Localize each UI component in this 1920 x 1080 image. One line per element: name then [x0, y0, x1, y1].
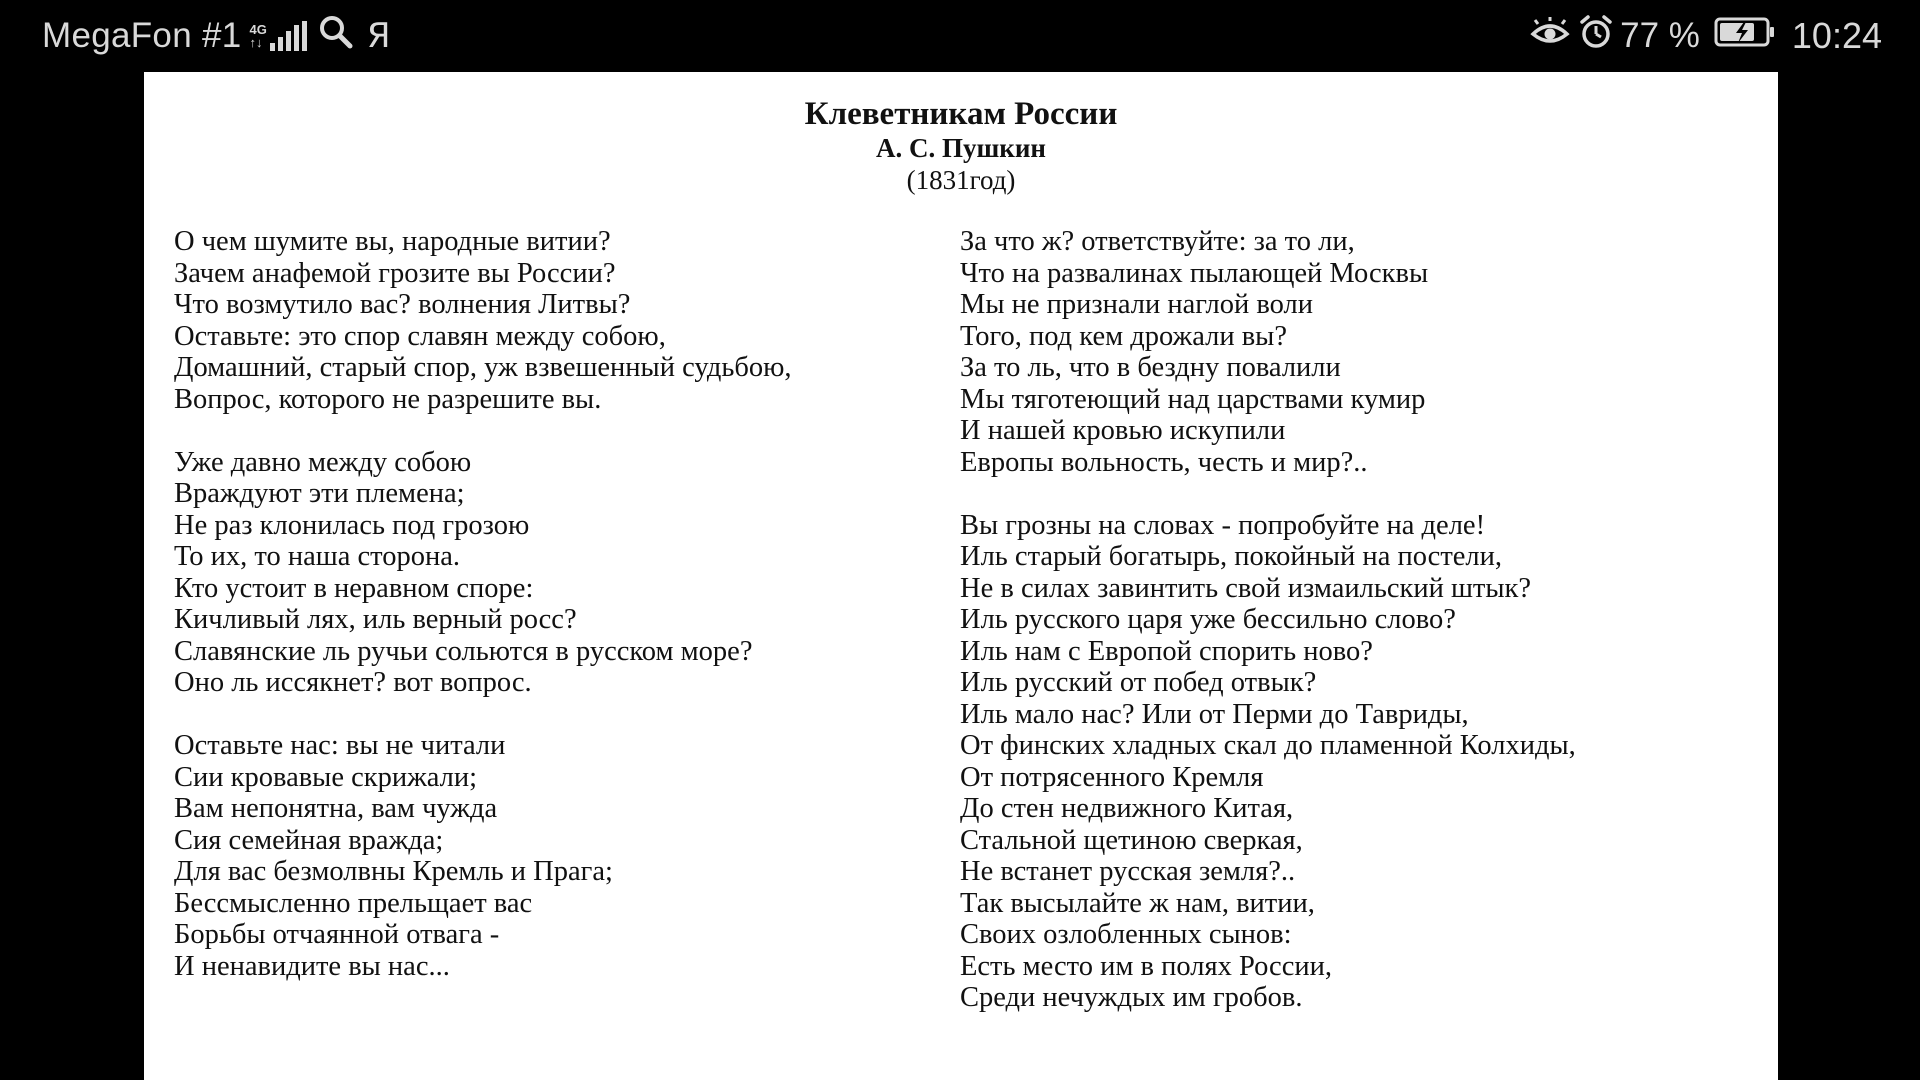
poem-line: Того, под кем дрожали вы?: [960, 320, 1287, 352]
poem-line: Не в силах завинтить свой измаильский штык?: [960, 572, 1532, 604]
stanza: [174, 730, 791, 982]
poem-line: От финских хладных скал до пламенной Колхиды,: [960, 730, 1576, 761]
poem-line: Оно ль иссякнет? вот вопрос.: [174, 667, 532, 698]
document-page: [144, 72, 1778, 1080]
signal-icon: [270, 21, 307, 51]
poem-line: Европы вольность, честь и мир?..: [960, 446, 1368, 478]
poem-author: А. С. Пушкин: [876, 133, 1046, 163]
poem-line: Мы не признали наглой воли: [960, 289, 1314, 320]
poem-line: Что на развалинах пылающей Москвы: [960, 257, 1429, 289]
eye-icon: [1530, 16, 1570, 56]
poem-line: Зачем анафемой грозите вы России?: [174, 257, 616, 289]
poem-year: (1831год): [906, 165, 1016, 195]
poem-line: Домашний, старый спор, уж взвешенный судьбою,: [174, 352, 792, 383]
network-type-label: 4G: [249, 22, 267, 37]
poem-line: Иль русский от побед отвык?: [960, 667, 1317, 698]
poem-line: Так высылайте ж нам, витии,: [960, 887, 1315, 919]
poem-line: Иль мало нас? Или от Перми до Тавриды,: [960, 698, 1469, 730]
poem-line: За то ль, что в бездну повалили: [960, 352, 1341, 383]
status-bar-right: [1530, 0, 1882, 72]
poem-line: Бессмысленно прельщает вас: [174, 887, 533, 919]
poem-line: Иль русского царя уже бессильно слово?: [960, 604, 1456, 635]
poem-line: Не раз клонилась под грозою: [174, 509, 530, 541]
poem-line: Иль нам с Европой спорить ново?: [960, 635, 1373, 667]
alarm-icon: [1578, 14, 1614, 59]
poem-line: Сия семейная вражда;: [174, 824, 444, 856]
right-column: [960, 226, 1576, 1014]
network-type-indicator: [250, 23, 267, 49]
poem-line: Борьбы отчаянной отвага -: [174, 919, 500, 950]
stanza: [174, 226, 791, 415]
poem-title: Клеветникам России: [804, 96, 1118, 132]
poem-line: Стальной щетиною сверкая,: [960, 824, 1303, 856]
poem-line: Враждуют эти племена;: [174, 478, 465, 509]
poem-line: Кто устоит в неравном споре:: [174, 572, 534, 604]
poem-line: Сии кровавые скрижали;: [174, 761, 478, 793]
status-bar: [0, 0, 1920, 72]
poem-line: То их, то наша сторона.: [174, 541, 460, 572]
poem-line: Мы тяготеющий над царствами кумир: [960, 383, 1426, 415]
poem-line: От потрясенного Кремля: [960, 761, 1264, 793]
poem-line: Не встанет русская земля?..: [960, 856, 1296, 887]
yandex-icon[interactable]: Я: [366, 16, 391, 56]
poem-line: Оставьте нас: вы не читали: [174, 730, 506, 761]
poem-line: Вы грозны на словах - попробуйте на деле!: [960, 509, 1486, 541]
battery-icon: [1714, 16, 1776, 56]
poem-line: Есть место им в полях России,: [960, 950, 1332, 982]
clock: 10:24: [1791, 15, 1882, 56]
poem-line: Иль старый богатырь, покойный на постели,: [960, 541, 1503, 572]
poem-line: Своих озлобленных сынов:: [960, 919, 1292, 950]
search-icon[interactable]: [319, 15, 353, 58]
poem-line: Славянские ль ручьи сольются в русском море?: [174, 635, 753, 667]
battery-percentage: 77 %: [1620, 16, 1700, 55]
poem-line: До стен недвижного Китая,: [960, 793, 1294, 824]
stanza: [960, 510, 1576, 1014]
poem-line: Вопрос, которого не разрешите вы.: [174, 383, 602, 415]
poem-line: Кичливый лях, иль верный росс?: [174, 604, 577, 635]
poem-line: Вам непонятна, вам чужда: [174, 793, 498, 824]
poem-line: Что возмутило вас? волнения Литвы?: [174, 289, 631, 320]
stanza: [960, 226, 1576, 478]
status-bar-left: [42, 0, 391, 72]
poem-line: Уже давно между собою: [174, 446, 472, 478]
poem-line: Среди нечуждых им гробов.: [960, 982, 1303, 1013]
poem-line: И ненавидите вы нас...: [174, 950, 450, 982]
data-activity-arrows: ↑↓: [249, 35, 263, 50]
poem-line: Оставьте: это спор славян между собою,: [174, 320, 666, 352]
poem-line: Для вас безмолвны Кремль и Прага;: [174, 856, 613, 887]
carrier-name: MegaFon #1: [42, 16, 242, 55]
left-column: [174, 226, 791, 982]
poem-line: И нашей кровью искупили: [960, 415, 1286, 446]
stanza: [174, 447, 791, 699]
poem-line: За что ж? ответствуйте: за то ли,: [960, 226, 1355, 257]
poem-line: О чем шумите вы, народные витии?: [174, 226, 611, 257]
